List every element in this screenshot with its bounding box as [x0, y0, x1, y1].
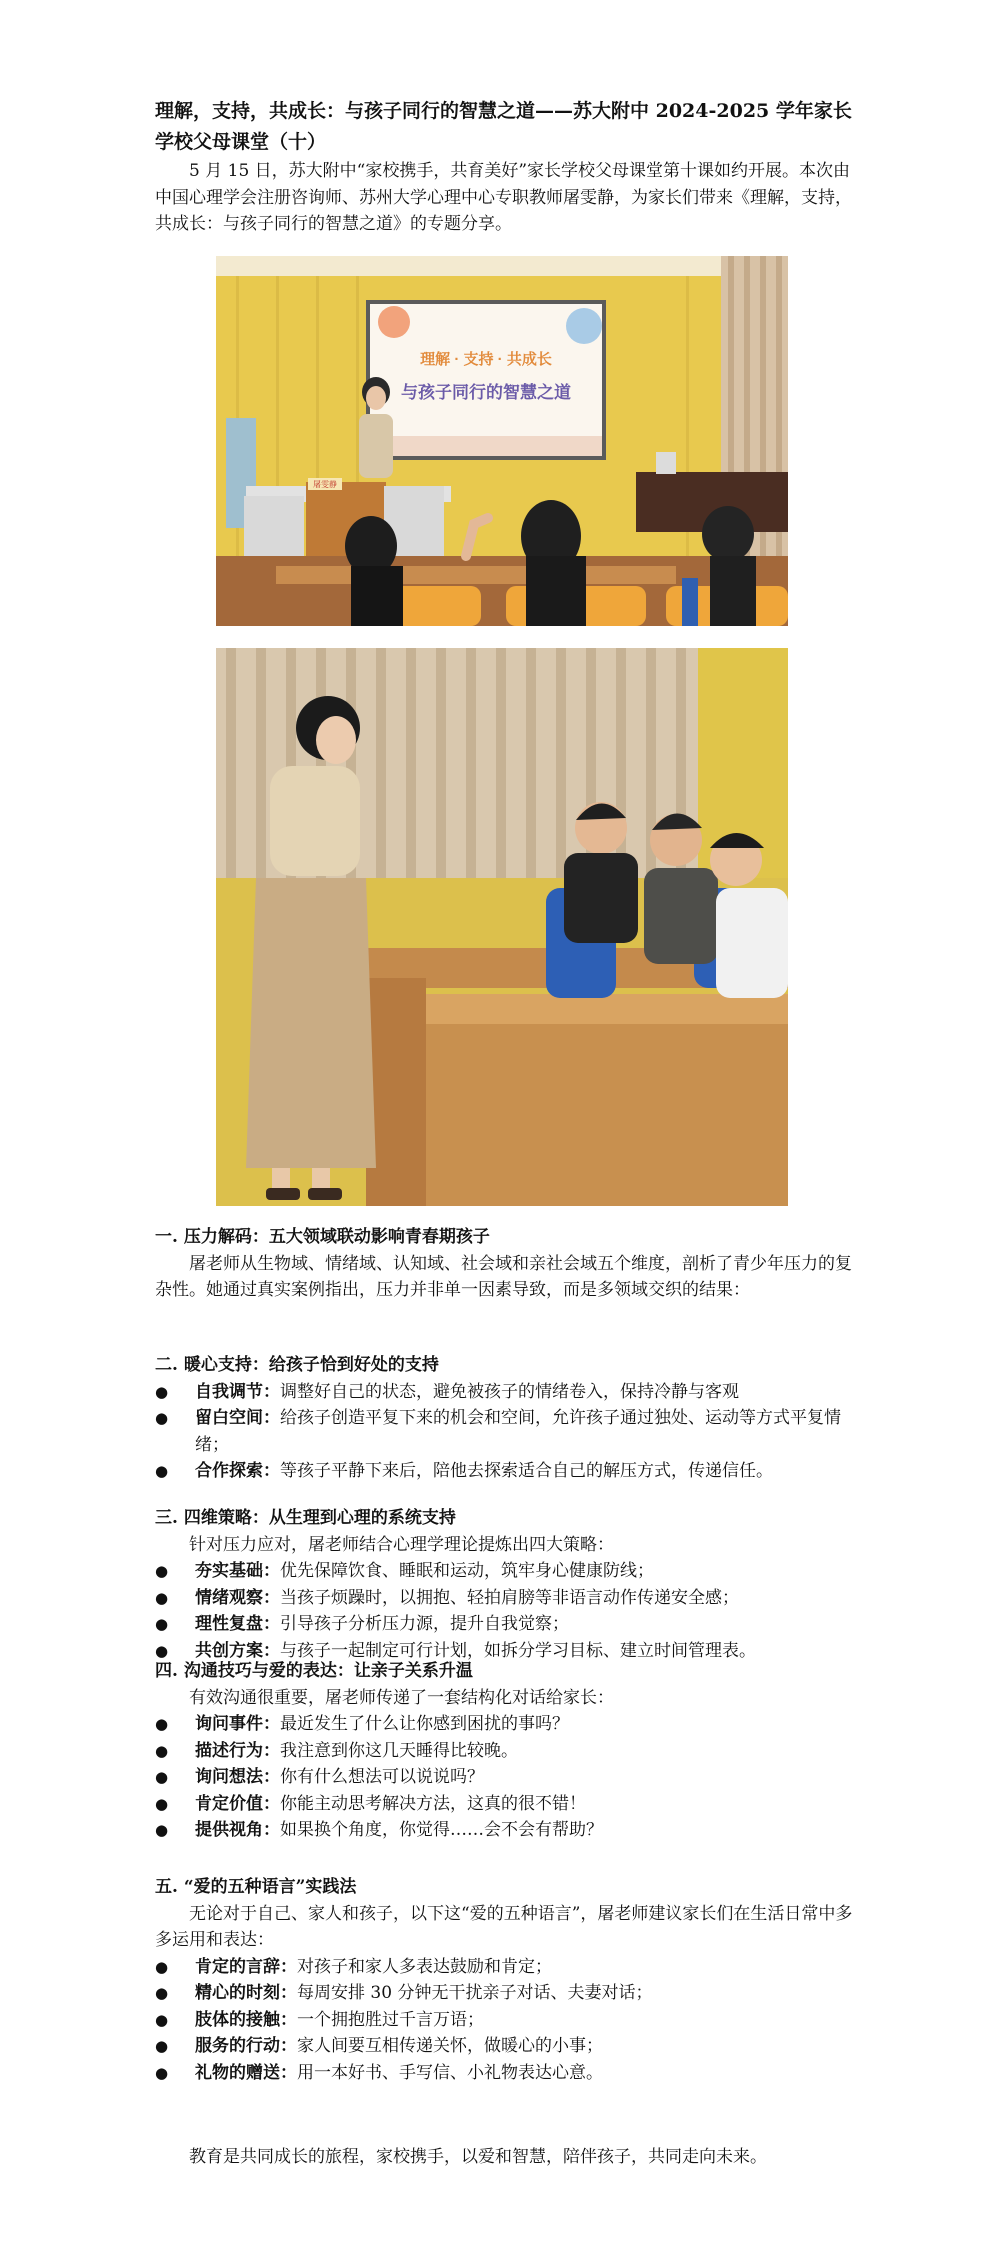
list-item	[155, 1458, 860, 1485]
list-item	[155, 1405, 860, 1458]
list-item	[155, 1738, 860, 1765]
section-heading: 一. 压力解码：五大领域联动影响青春期孩子	[155, 1227, 490, 1247]
item-label: 服务的行动：	[195, 2036, 297, 2056]
section-five-love-languages	[155, 1874, 860, 2086]
item-text: 等孩子平静下来后，陪他去探索适合自己的解压方式，传递信任。	[280, 1461, 773, 1481]
section-heading: 四. 沟通技巧与爱的表达：让亲子关系升温	[155, 1661, 473, 1681]
bullet-list	[155, 1711, 860, 1844]
nameplate-text: 屠雯静	[313, 480, 337, 489]
list-item	[155, 1817, 860, 1844]
item-text: 你有什么想法可以说说吗？	[280, 1767, 484, 1787]
item-label: 肯定的言辞：	[195, 1956, 297, 1977]
item-text: 用一本好书、手写信、小礼物表达心意。	[297, 2062, 603, 2083]
screen-title-line1: 理解 · 支持 · 共成长	[420, 351, 552, 368]
item-text: 一个拥抱胜过千言万语；	[297, 2009, 484, 2030]
screen-title-line2: 与孩子同行的智慧之道	[401, 383, 571, 402]
list-item	[155, 1711, 860, 1738]
item-label: 肢体的接触：	[195, 2009, 297, 2030]
list-item	[155, 1791, 860, 1818]
section-paragraph: 屠老师从生物域、情绪域、认知域、社会域和亲社会域五个维度，剖析了青少年压力的复杂性。她通过真实案例指出，压力并非单一因素导致，而是多领域交织的结果：	[155, 1253, 852, 1300]
item-text: 如果换个角度，你觉得……会不会有帮助？	[280, 1820, 603, 1840]
item-text: 最近发生了什么让你感到困扰的事吗？	[280, 1714, 569, 1734]
lecture-photo-illustration	[216, 256, 788, 626]
list-item	[155, 1379, 860, 1406]
list-item	[155, 1980, 860, 2007]
item-text: 家人间要互相传递关怀，做暖心的小事；	[297, 2036, 603, 2056]
item-label: 自我调节：	[195, 1381, 280, 1402]
item-text: 调整好自己的状态，避免被孩子的情绪卷入，保持冷静与客观	[280, 1381, 739, 1402]
list-item	[155, 2060, 860, 2087]
closing-paragraph: 教育是共同成长的旅程，家校携手，以爱和智慧，陪伴孩子，共同走向未来。	[189, 2147, 767, 2167]
section-paragraph: 针对压力应对，屠老师结合心理学理论提炼出四大策略：	[189, 1534, 614, 1555]
section-communication	[155, 1658, 860, 1844]
item-text: 给孩子创造平复下来的机会和空间，允许孩子通过独处、运动等方式平复情绪；	[195, 1408, 841, 1455]
item-label: 询问想法：	[195, 1767, 280, 1787]
section-warm-support	[155, 1352, 860, 1485]
list-item	[155, 1558, 860, 1585]
list-item	[155, 1764, 860, 1791]
item-label: 提供视角：	[195, 1820, 280, 1840]
item-text: 我注意到你这几天睡得比较晚。	[280, 1740, 518, 1761]
section-heading: 三. 四维策略：从生理到心理的系统支持	[155, 1508, 456, 1528]
list-item	[155, 1954, 860, 1981]
item-text: 与孩子一起制定可行计划，如拆分学习目标、建立时间管理表。	[280, 1640, 756, 1661]
section-stress-decoding	[155, 1224, 860, 1304]
list-item	[155, 1611, 860, 1638]
item-label: 精心的时刻：	[195, 1983, 297, 2003]
discussion-photo	[216, 648, 788, 1206]
item-label: 描述行为：	[195, 1740, 280, 1761]
item-label: 共创方案：	[195, 1640, 280, 1661]
item-label: 留白空间：	[195, 1408, 280, 1428]
item-label: 询问事件：	[195, 1714, 280, 1734]
section-four-strategies	[155, 1505, 860, 1664]
item-label: 肯定价值：	[195, 1793, 280, 1814]
item-label: 夯实基础：	[195, 1561, 280, 1581]
lecture-photo	[216, 256, 788, 626]
item-text: 对孩子和家人多表达鼓励和肯定；	[297, 1956, 552, 1977]
section-heading: 二. 暖心支持：给孩子恰到好处的支持	[155, 1355, 439, 1375]
section-paragraph: 有效沟通很重要，屠老师传递了一套结构化对话给家长：	[189, 1687, 614, 1708]
item-label: 礼物的赠送：	[195, 2062, 297, 2083]
intro-paragraph: 5 月 15 日，苏大附中“家校携手，共育美好”家长学校父母课堂第十课如约开展。本次由中国心理学会注册咨询师、苏州大学心理中心专职教师屠雯静，为家长们带来《理解，支持，共成长：与孩子同行的智慧之道》的专题分享。	[155, 161, 852, 234]
discussion-photo-illustration	[216, 648, 788, 1206]
item-text: 你能主动思考解决方法，这真的很不错！	[280, 1793, 586, 1814]
article-title: 理解，支持，共成长：与孩子同行的智慧之道——苏大附中 2024-2025 学年家长学校父母课堂（十）	[155, 100, 852, 153]
list-item	[155, 2033, 860, 2060]
section-heading: 五. “爱的五种语言”实践法	[155, 1877, 357, 1897]
bullet-list	[155, 1379, 860, 1485]
item-label: 合作探索：	[195, 1461, 280, 1481]
bullet-list	[155, 1954, 860, 2087]
bullet-list	[155, 1558, 860, 1664]
item-text: 每周安排 30 分钟无干扰亲子对话、夫妻对话；	[297, 1983, 653, 2003]
item-label: 情绪观察：	[195, 1587, 280, 1608]
section-paragraph: 无论对于自己、家人和孩子，以下这“爱的五种语言”，屠老师建议家长们在生活日常中多多运用和表达：	[155, 1903, 853, 1950]
item-text: 当孩子烦躁时，以拥抱、轻拍肩膀等非语言动作传递安全感；	[280, 1587, 739, 1608]
item-text: 优先保障饮食、睡眠和运动，筑牢身心健康防线；	[280, 1561, 654, 1581]
item-label: 理性复盘：	[195, 1614, 280, 1634]
list-item	[155, 2007, 860, 2034]
list-item	[155, 1585, 860, 1612]
item-text: 引导孩子分析压力源，提升自我觉察；	[280, 1614, 569, 1634]
